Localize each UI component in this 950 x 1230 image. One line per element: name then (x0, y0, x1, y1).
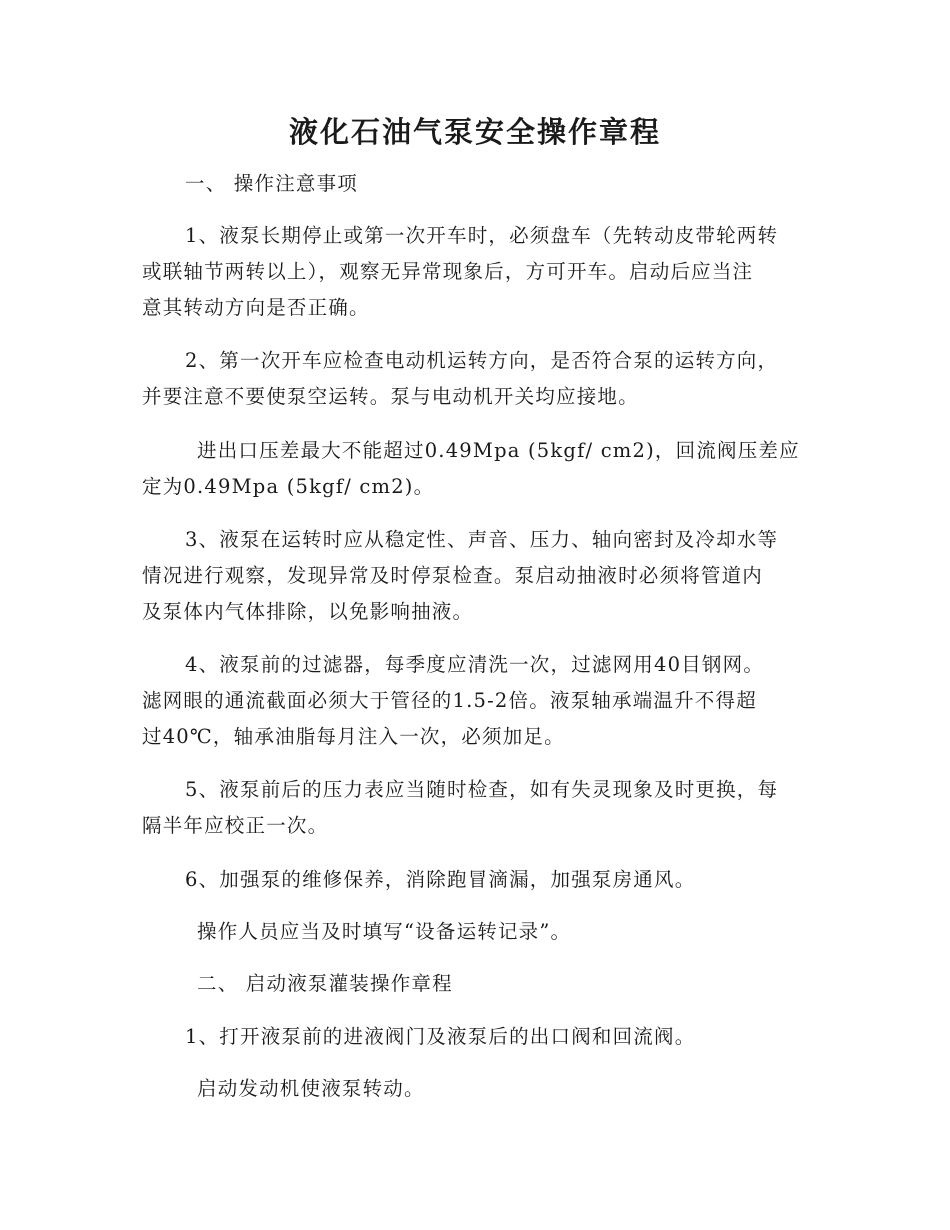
item-3-line-1: 3、液泵在运转时应从稳定性、声音、压力、轴向密封及冷却水等 (185, 528, 779, 551)
item-3-line-2: 情况进行观察，发现异常及时停泵检查。泵启动抽液时必须将管道内 (142, 564, 764, 587)
startup-step-2: 启动发动机使液泵转动。 (197, 1077, 425, 1100)
document-title: 液化石油气泵安全操作章程 (288, 115, 661, 149)
item-4-line-1: 4、液泵前的过滤器，每季度应清洗一次，过滤网用40目钢网。 (185, 653, 765, 676)
pressure-note-line-1: 进出口压差最大不能超过0.49Mpa (5kgf/ cm2)，回流阀压差应 (197, 439, 800, 462)
item-2-line-2: 并要注意不要使泵空运转。泵与电动机开关均应接地。 (142, 385, 639, 408)
section-heading-precautions: 一、 操作注意事项 (185, 172, 358, 195)
item-5-line-2: 隔半年应校正一次。 (142, 814, 329, 837)
item-6: 6、加强泵的维修保养，消除跑冒滴漏，加强泵房通风。 (185, 868, 696, 891)
record-note: 操作人员应当及时填写“设备运转记录”。 (197, 920, 572, 943)
pressure-note-line-2: 定为0.49Mpa (5kgf/ cm2)。 (142, 475, 435, 498)
startup-step-1: 1、打开液泵前的进液阀门及液泵后的出口阀和回流阀。 (185, 1025, 696, 1048)
item-5-line-1: 5、液泵前后的压力表应当随时检查，如有失灵现象及时更换，每 (185, 778, 779, 801)
item-1-line-3: 意其转动方向是否正确。 (142, 296, 370, 319)
item-1-line-2: 或联轴节两转以上），观察无异常现象后，方可开车。启动后应当注 (142, 260, 754, 283)
section-heading-startup: 二、 启动液泵灌装操作章程 (197, 972, 453, 995)
item-4-line-3: 过40℃，轴承油脂每月注入一次，必须加足。 (142, 725, 565, 748)
item-1-line-1: 1、液泵长期停止或第一次开车时，必须盘车（先转动皮带轮两转 (185, 224, 779, 247)
item-2-line-1: 2、第一次开车应检查电动机运转方向，是否符合泵的运转方向， (185, 349, 779, 372)
item-3-line-3: 及泵体内气体排除，以免影响抽液。 (142, 600, 474, 623)
item-4-line-2: 滤网眼的通流截面必须大于管径的1.5-2倍。液泵轴承端温升不得超 (142, 689, 757, 712)
